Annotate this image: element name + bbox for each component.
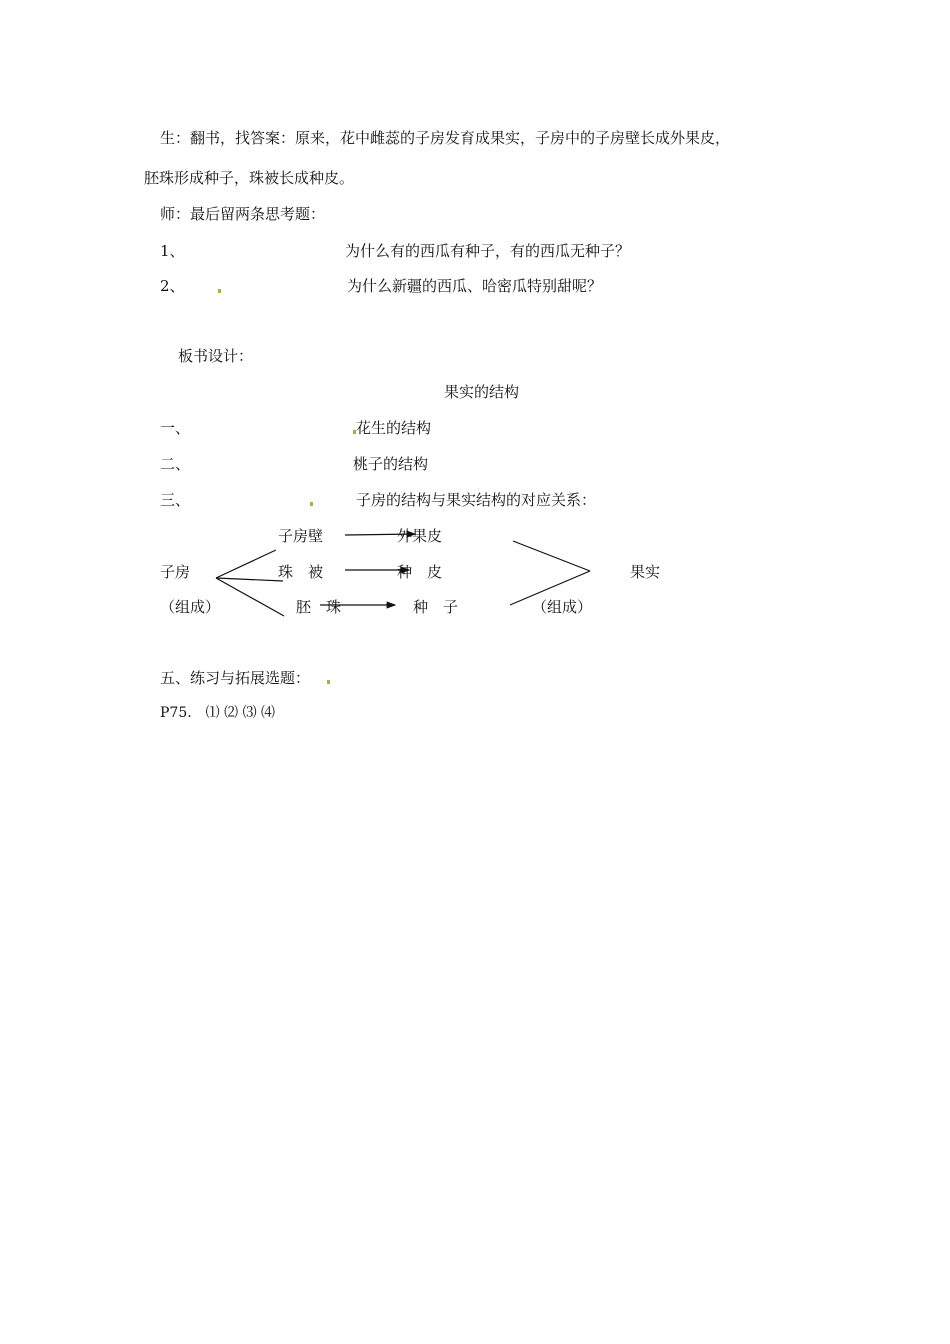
board-item-text: 桃子的结构: [353, 455, 429, 473]
diagram-fruit-part: 种 皮: [397, 563, 443, 581]
board-item-number: 一、: [160, 419, 191, 437]
board-item-text: 花生的结构: [356, 419, 432, 437]
board-title: 果实的结构: [444, 383, 520, 401]
diagram-right-note: （组成）: [532, 598, 593, 616]
diagram-fruit-part: 外果皮: [397, 527, 443, 545]
diagram-ovary-label: 子房: [160, 563, 191, 581]
diagram-fruit-label: 果实: [630, 563, 661, 581]
exercises-line: P75. ⑴ ⑵ ⑶ ⑷: [160, 705, 276, 721]
branch-line: [216, 578, 284, 616]
branch-line: [216, 550, 276, 578]
question-text: 为什么新疆的西瓜、哈密瓜特别甜呢？: [347, 277, 603, 295]
question-number: 2、: [160, 277, 185, 295]
paragraph-student-line1: 生：翻书，找答案：原来，花中雌蕊的子房发育成果实，子房中的子房壁长成外果皮，: [160, 129, 731, 147]
paragraph-teacher: 师：最后留两条思考题：: [160, 205, 326, 223]
diagram-ovary-part: 子房壁: [278, 527, 324, 545]
annotation-mark: [310, 502, 313, 506]
question-text: 为什么有的西瓜有种子，有的西瓜无种子？: [345, 242, 631, 260]
board-item-number: 二、: [160, 455, 191, 473]
question-number: 1、: [160, 242, 185, 260]
paragraph-student-line2: 胚珠形成种子，珠被长成种皮。: [144, 169, 355, 187]
annotation-mark: [218, 289, 221, 293]
diagram-fruit-part: 种 子: [413, 598, 459, 616]
board-item-number: 三、: [160, 491, 191, 509]
exercises-heading: 五、练习与拓展选题：: [160, 669, 311, 687]
diagram-ovary-part: 珠 被: [278, 563, 324, 581]
annotation-mark: [327, 680, 330, 684]
merge-line: [513, 541, 590, 571]
diagram-left-note: （组成）: [160, 598, 221, 616]
board-label: 板书设计：: [178, 347, 254, 365]
diagram-ovary-part: 胚 珠: [296, 598, 342, 616]
board-item-text: 子房的结构与果实结构的对应关系：: [356, 491, 597, 509]
branch-line: [216, 578, 283, 581]
